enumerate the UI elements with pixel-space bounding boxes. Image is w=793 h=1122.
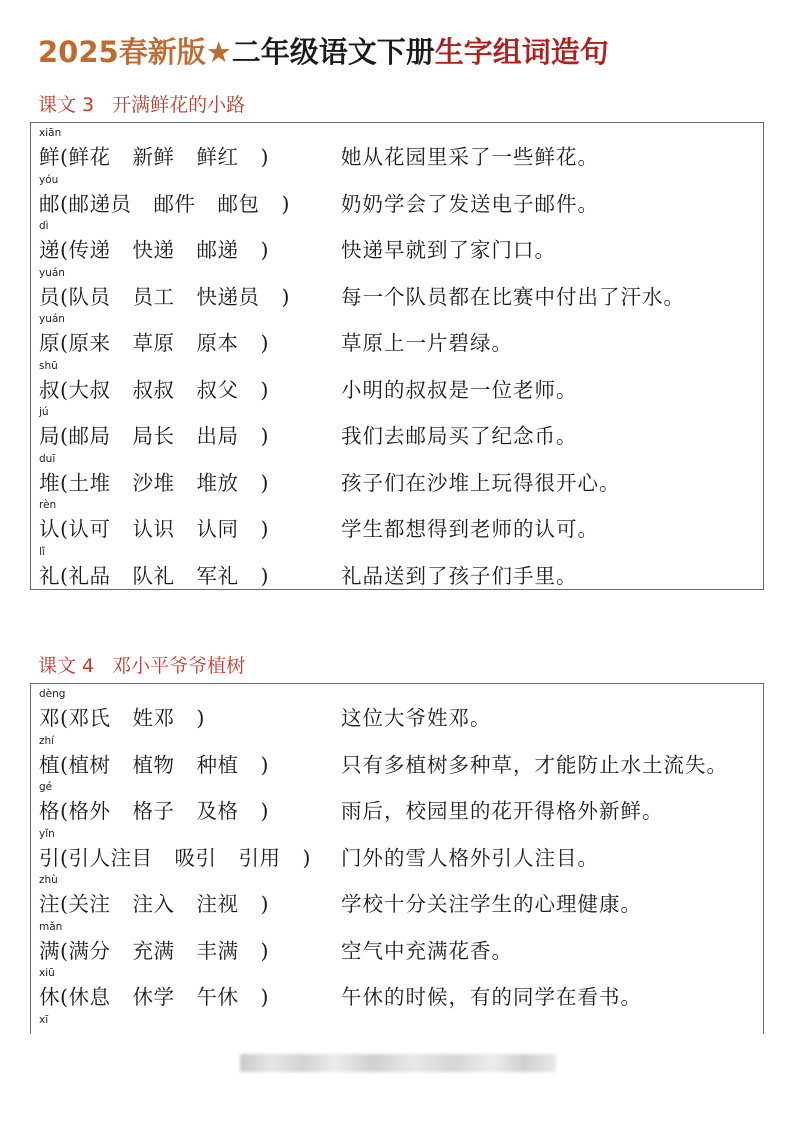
word-group: 植(植树 植物 种植 ) [39, 748, 269, 778]
title-year: 2025 [38, 35, 119, 69]
word: 邮包 [217, 191, 260, 216]
example-sentence: 快递早就到了家门口。 [341, 238, 556, 262]
example-sentence: 学生都想得到老师的认可。 [341, 517, 599, 541]
table-row [31, 495, 763, 542]
pinyin: yóu [39, 173, 59, 186]
example-sentence: 礼品送到了孩子们手里。 [341, 563, 578, 588]
word-group: 邮(邮递员 邮件 邮包 ) [39, 187, 290, 217]
word: 堆放 [196, 470, 239, 495]
table-row [31, 777, 763, 824]
example-sentence: 我们去邮局买了纪念币。 [341, 424, 578, 448]
table-row [31, 263, 763, 310]
word-group: 堆(土堆 沙堆 堆放 ) [39, 466, 269, 496]
example-sentence: 午休的时候，有的同学在看书。 [341, 985, 642, 1009]
word: 休学 [132, 985, 175, 1009]
word: 局长 [132, 424, 175, 448]
word: 吸引 [174, 845, 217, 870]
character: 满 [39, 938, 60, 963]
character: 休 [39, 985, 60, 1009]
page-title [38, 28, 778, 76]
character: 认 [39, 517, 60, 541]
table-row [31, 402, 763, 449]
word-group: 休(休息 休学 午休 ) [39, 980, 269, 1010]
title-main: 二年级语文下册 [231, 35, 435, 69]
word: 关注 [68, 892, 111, 916]
pinyin: lǐ [39, 545, 45, 558]
example-sentence: 雨后，校园里的花开得格外新鲜。 [341, 799, 664, 823]
word-group: 递(传递 快递 邮递 ) [39, 233, 269, 263]
word: 邮递 [196, 238, 239, 262]
word: 员工 [132, 284, 175, 309]
word: 队礼 [132, 563, 175, 588]
character: 鲜 [39, 145, 60, 169]
pinyin: zhí [39, 734, 55, 747]
word-group: 格(格外 格子 及格 ) [39, 794, 269, 824]
word: 午休 [196, 985, 239, 1009]
word: 草原 [132, 331, 175, 355]
word: 鲜花 [68, 145, 111, 169]
word-group: 邓(邓氏 姓邓 ) [39, 701, 205, 731]
word-group: 认(认可 认识 认同 ) [39, 512, 269, 542]
character: 礼 [39, 563, 60, 588]
pinyin: zhù [39, 874, 58, 886]
word: 注入 [132, 892, 175, 916]
word: 原本 [196, 331, 239, 355]
word: 引用 [238, 845, 281, 870]
title-accent: 生字组词造句 [434, 35, 609, 69]
table-row [31, 542, 763, 589]
pinyin: xī [39, 1013, 49, 1026]
word: 满分 [68, 938, 111, 963]
table-row [31, 824, 763, 871]
lesson-name: 开满鲜花的小路 [112, 94, 246, 116]
word: 格外 [68, 799, 111, 823]
word: 出局 [196, 424, 239, 448]
example-sentence: 门外的雪人格外引人注目。 [341, 845, 599, 870]
example-sentence: 她从花园里采了一些鲜花。 [341, 145, 599, 169]
word: 植物 [132, 752, 175, 777]
example-sentence: 草原上一片碧绿。 [341, 331, 513, 355]
pinyin: dì [39, 220, 49, 232]
star-icon: ★ [205, 35, 232, 69]
example-sentence: 奶奶学会了发送电子邮件。 [341, 191, 599, 216]
word-group: 原(原来 草原 原本 ) [39, 326, 269, 356]
word: 休息 [68, 985, 111, 1009]
word: 鲜红 [196, 145, 239, 169]
lesson-table [30, 122, 764, 590]
pinyin: jú [39, 406, 49, 418]
word: 传递 [68, 238, 111, 262]
table-row [31, 449, 763, 496]
word: 种植 [196, 752, 239, 777]
character: 递 [39, 238, 60, 262]
word: 植树 [68, 752, 111, 777]
word-group: 局(邮局 局长 出局 ) [39, 419, 269, 449]
word: 邮局 [68, 424, 111, 448]
table-row [31, 963, 763, 1010]
word: 军礼 [196, 563, 239, 588]
pinyin: rèn [39, 499, 57, 511]
pinyin: yuán [39, 313, 65, 325]
character: 堆 [39, 470, 60, 495]
example-sentence: 学校十分关注学生的心理健康。 [341, 892, 642, 916]
word: 礼品 [68, 563, 111, 588]
word-group: 注(关注 注入 注视 ) [39, 887, 269, 917]
character: 原 [39, 331, 60, 355]
example-sentence: 孩子们在沙堆上玩得很开心。 [341, 470, 621, 495]
word: 土堆 [68, 470, 111, 495]
character: 邮 [39, 191, 60, 216]
blurred-footer [240, 1054, 556, 1072]
pinyin: gé [39, 781, 53, 793]
word: 叔叔 [132, 377, 175, 402]
table-row [31, 917, 763, 964]
word: 姓邓 [132, 706, 175, 730]
example-sentence: 每一个队员都在比赛中付出了汗水。 [341, 284, 685, 309]
example-sentence: 只有多植树多种草，才能防止水土流失。 [341, 752, 728, 777]
word-group: 鲜(鲜花 新鲜 鲜红 ) [39, 140, 269, 170]
example-sentence: 空气中充满花香。 [341, 938, 513, 963]
pinyin: duī [39, 452, 56, 465]
word-group: 叔(大叔 叔叔 叔父 ) [39, 373, 269, 403]
pinyin: xiān [39, 127, 62, 139]
example-sentence: 小明的叔叔是一位老师。 [341, 377, 578, 402]
pinyin: shū [39, 359, 58, 372]
word: 叔父 [196, 377, 239, 402]
pinyin: dèng [39, 688, 66, 700]
character: 格 [39, 799, 60, 823]
example-sentence: 这位大爷姓邓。 [341, 706, 492, 730]
word: 认同 [196, 517, 239, 541]
word: 认识 [132, 517, 175, 541]
word: 邓氏 [68, 706, 111, 730]
word: 认可 [68, 517, 111, 541]
word: 格子 [132, 799, 175, 823]
word: 大叔 [68, 377, 111, 402]
character: 员 [39, 284, 60, 309]
word: 快递 [132, 238, 175, 262]
word: 队员 [68, 284, 111, 309]
character: 局 [39, 424, 60, 448]
lesson-table [30, 683, 764, 1034]
character: 引 [39, 845, 60, 870]
word: 邮件 [153, 191, 196, 216]
pinyin: mǎn [39, 920, 63, 933]
word-group: 满(满分 充满 丰满 ) [39, 934, 269, 964]
word: 引人注目 [68, 845, 153, 870]
word: 新鲜 [132, 145, 175, 169]
table-row [31, 684, 763, 731]
character: 邓 [39, 706, 60, 730]
table-row [31, 123, 763, 170]
lesson-label: 课文 4 [38, 655, 95, 677]
title-edition: 春新版 [118, 35, 206, 69]
lesson-heading [38, 92, 245, 118]
lesson-name: 邓小平爷爷植树 [112, 655, 246, 677]
word: 丰满 [196, 938, 239, 963]
word: 充满 [132, 938, 175, 963]
character: 注 [39, 892, 60, 916]
table-row [31, 356, 763, 403]
pinyin: xiū [39, 967, 55, 979]
table-row [31, 731, 763, 778]
table-row [31, 309, 763, 356]
word: 注视 [196, 892, 239, 916]
word-group: 引(引人注目 吸引 引用 ) [39, 841, 311, 871]
pinyin: yuán [39, 266, 65, 279]
lesson-heading [38, 653, 245, 679]
word: 及格 [196, 799, 239, 823]
word-group: 礼(礼品 队礼 军礼 ) [39, 559, 269, 589]
character: 叔 [39, 377, 60, 402]
word: 快递员 [196, 284, 260, 309]
table-row [31, 170, 763, 217]
word-group: 员(队员 员工 快递员 ) [39, 280, 290, 310]
word: 沙堆 [132, 470, 175, 495]
table-row [31, 216, 763, 263]
lesson-label: 课文 3 [38, 94, 95, 116]
table-row-cutoff [31, 1010, 763, 1030]
word: 邮递员 [68, 191, 132, 216]
character: 植 [39, 752, 60, 777]
pinyin: yǐn [39, 827, 55, 840]
word: 原来 [68, 331, 111, 355]
table-row [31, 870, 763, 917]
